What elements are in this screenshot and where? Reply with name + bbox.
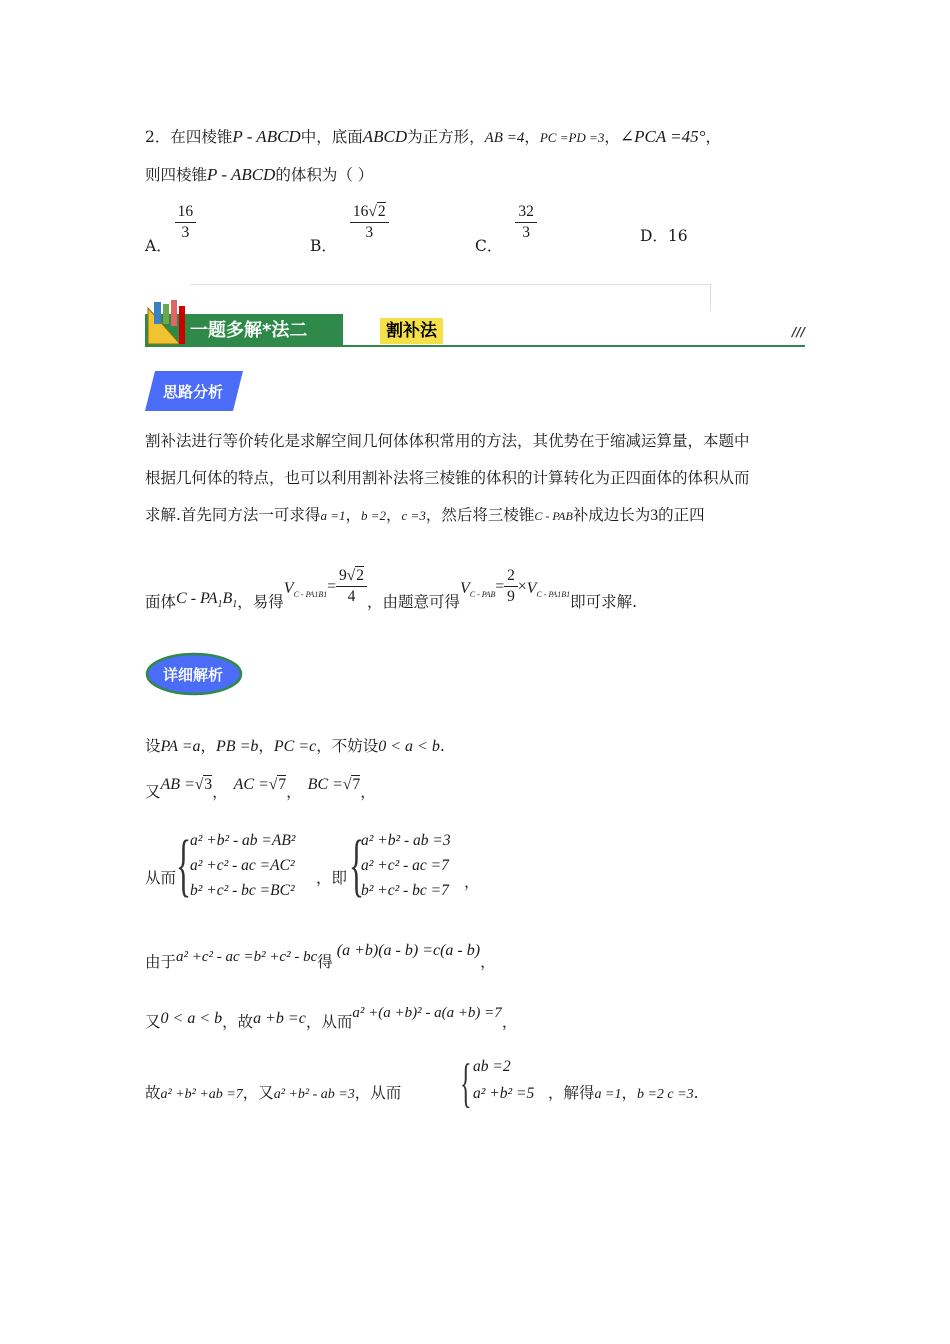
ac-eq: AC = <box>233 776 269 793</box>
subscript: 1 <box>232 599 238 611</box>
option-b[interactable] <box>310 202 389 255</box>
system-row: b² +c² - bc =BC² <box>190 882 295 899</box>
volume-v3 <box>526 580 571 600</box>
radicand: 3 <box>204 776 213 793</box>
system-row: a² +b² =5 <box>473 1085 535 1102</box>
text: ，故 <box>222 1013 254 1031</box>
volume-fraction <box>336 566 367 607</box>
pc-eq: PC =c <box>273 738 317 755</box>
pyramid-cpab: C - PAB <box>534 509 573 523</box>
equation-result: (a +b)(a - b) =c(a - b) <box>336 942 481 959</box>
system-row: a² +c² - ac =AC² <box>190 857 295 874</box>
result-a: a =1 <box>594 1087 622 1102</box>
problem-line2-prefix: 则四棱锥 <box>145 166 208 184</box>
solution-line-5 <box>145 1002 518 1031</box>
v-subscript: C - PAB <box>469 590 496 600</box>
option-c[interactable] <box>475 202 537 255</box>
system-row: a² +b² - ab =AB² <box>190 832 296 849</box>
option-letter: D．16 <box>640 227 688 245</box>
text: ，不妨设 <box>316 737 379 755</box>
banner-top-line <box>190 284 711 311</box>
comma: ， <box>345 506 361 524</box>
numerator: 16√2 <box>350 202 389 223</box>
inequality: 0 < a < b <box>160 1010 223 1027</box>
text: ，从而 <box>305 1013 353 1031</box>
analysis-p4 <box>145 566 637 616</box>
solution-line-4 <box>145 940 496 971</box>
ab-length: AB =4 <box>484 130 525 146</box>
option-c-fraction <box>515 202 537 243</box>
v-subscript: C - PA1B1 <box>536 590 571 600</box>
option-d[interactable] <box>640 226 688 246</box>
problem-mid1: 中，底面 <box>300 128 363 146</box>
equation-system-3 <box>473 1053 534 1107</box>
comma: ， <box>604 128 620 146</box>
tetra-prefix: C - PA <box>176 590 218 607</box>
banner-title: 一题多解*法二 <box>190 320 308 341</box>
denominator: 3 <box>365 224 374 241</box>
numerator: 9√2 <box>336 566 367 587</box>
text: 求解.首先同方法一可求得 <box>145 506 321 524</box>
comma: ， <box>212 783 228 801</box>
left-brace: { <box>460 1053 472 1113</box>
solution-label-box <box>145 652 243 696</box>
comma: ， <box>705 128 721 146</box>
problem-line2-suffix: 的体积为（ ） <box>275 166 374 184</box>
equation-result: a² +(a +b)² - a(a +b) =7 <box>352 1005 502 1021</box>
bc-eq: BC = <box>307 776 343 793</box>
times: × <box>517 578 527 595</box>
option-letter: C． <box>475 236 503 255</box>
option-letter: A． <box>145 236 172 255</box>
text: 得 <box>317 953 333 971</box>
system-row: b² +c² - bc =7 <box>361 882 449 899</box>
period: . <box>693 1084 699 1102</box>
num-coef: 9 <box>338 567 347 584</box>
text: ，易得 <box>237 593 284 611</box>
radicand: 7 <box>352 776 361 793</box>
subscript: 1 <box>217 599 223 611</box>
option-a[interactable] <box>145 202 196 255</box>
numerator: 2 <box>504 566 518 587</box>
analysis-p2: 根据几何体的特点，也可以利用割补法将三棱锥的体积的计算转化为正四面体的体积从而 <box>145 469 750 487</box>
solution-line-3-prefix: 从而 <box>145 869 177 887</box>
comma: ， <box>524 128 540 146</box>
v-subscript: C - PA1B1 <box>293 590 328 600</box>
inequality: 0 < a < b <box>378 738 440 755</box>
solution-line-6 <box>145 1083 401 1105</box>
num-coef: 16 <box>352 203 369 220</box>
ruler-icon <box>146 300 188 346</box>
v-symbol: V <box>460 580 470 597</box>
edge-length: 3 <box>650 507 659 524</box>
left-brace: { <box>176 827 192 904</box>
problem-prefix: 2．在四棱锥 <box>145 128 233 146</box>
denominator: 3 <box>181 224 190 241</box>
text: ，解得 <box>548 1084 595 1102</box>
sqrt-7: √7 <box>342 776 361 793</box>
option-a-fraction <box>175 202 197 243</box>
system-row: a² +c² - ac =7 <box>361 857 449 874</box>
solution-line-6-end <box>548 1083 699 1105</box>
b-value: b =2 <box>360 508 387 523</box>
c-value: c =3 <box>401 508 426 523</box>
equals: = <box>495 578 505 595</box>
text: ，从而 <box>354 1084 402 1102</box>
solution-line-3-mid: ，即 <box>316 869 348 887</box>
tetrahedron-name <box>176 590 238 611</box>
comma: ， <box>621 1084 637 1102</box>
solution-line-2 <box>145 774 376 801</box>
analysis-p3 <box>145 505 705 526</box>
text: 又 <box>145 783 161 801</box>
pa-eq: PA =a <box>160 738 201 755</box>
angle-pca: ∠PCA =45° <box>619 127 706 146</box>
pyramid-name: P - ABCD <box>207 165 276 184</box>
equals: = <box>327 578 336 595</box>
sqrt-3: √3 <box>194 776 213 793</box>
text: 面体 <box>145 593 177 611</box>
equation: a² +c² - ac =b² +c² - bc <box>176 949 318 965</box>
a-value: a =1 <box>320 508 346 523</box>
text: 由于 <box>145 953 177 971</box>
analysis-p1: 割补法进行等价转化是求解空间几何体体积常用的方法，其优势在于缩减运算量，本题中 <box>145 432 750 450</box>
comma: ， <box>501 1013 518 1031</box>
sum-eq: a +b =c <box>253 1010 306 1027</box>
num-radicand: 2 <box>356 567 364 584</box>
comma: ， <box>360 783 376 801</box>
text: 又 <box>145 1013 161 1031</box>
option-letter: B． <box>310 236 337 255</box>
pc-pd-length: PC =PD =3 <box>539 130 605 145</box>
equation-2: a² +b² - ab =3 <box>273 1087 355 1102</box>
denominator: 4 <box>347 588 356 605</box>
ratio-fraction <box>504 566 518 607</box>
volume-v1 <box>283 580 328 600</box>
option-b-fraction <box>350 202 389 243</box>
problem-line-1 <box>145 127 721 148</box>
comma: ， <box>258 737 274 755</box>
equation-system-2 <box>361 828 451 903</box>
volume-v2 <box>460 580 496 600</box>
base-name: ABCD <box>362 127 408 146</box>
num-radicand: 2 <box>377 203 386 220</box>
text: ，又 <box>242 1084 274 1102</box>
text: 即可求解. <box>570 593 638 611</box>
banner-underline <box>145 345 805 347</box>
banner-mark: /// <box>792 325 806 339</box>
equation-1: a² +b² +ab =7 <box>160 1087 243 1102</box>
numerator: 32 <box>515 202 537 223</box>
pyramid-name: P - ABCD <box>232 127 301 146</box>
system-row: ab =2 <box>473 1058 511 1075</box>
denominator: 3 <box>522 224 530 241</box>
system-row: a² +b² - ab =3 <box>361 832 451 849</box>
v-symbol: V <box>526 580 537 597</box>
problem-line-2 <box>145 165 373 185</box>
equation-system-1 <box>190 828 295 903</box>
radicand: 7 <box>278 776 287 793</box>
solution-line-3-suffix: ， <box>464 873 480 891</box>
comma: ， <box>200 737 217 755</box>
comma: ， <box>480 953 496 971</box>
text: 的正四 <box>658 506 705 524</box>
problem-mid2: 为正方形， <box>407 128 485 146</box>
text: 设 <box>145 737 161 755</box>
numerator: 16 <box>175 202 197 223</box>
analysis-label-box <box>145 371 243 411</box>
comma: ， <box>286 783 302 801</box>
text: ，由题意可得 <box>366 593 460 611</box>
result-bc: b =2 c =3 <box>636 1087 694 1102</box>
sqrt-7: √7 <box>268 776 287 793</box>
analysis-label: 思路分析 <box>163 383 224 401</box>
ab-eq: AB = <box>160 776 195 793</box>
comma: ， <box>386 506 402 524</box>
solution-label: 详细解析 <box>163 666 224 684</box>
method-tag: 割补法 <box>380 318 443 344</box>
tetra-b: B <box>222 590 233 607</box>
left-brace: { <box>349 827 365 904</box>
text: 故 <box>145 1084 161 1102</box>
pb-eq: PB =b <box>216 738 259 755</box>
text: 补成边长为 <box>572 506 651 524</box>
denominator: 9 <box>507 588 515 605</box>
period: . <box>439 737 445 755</box>
text: ，然后将三棱锥 <box>425 506 535 524</box>
solution-line-1 <box>145 736 445 757</box>
v-symbol: V <box>283 580 294 597</box>
